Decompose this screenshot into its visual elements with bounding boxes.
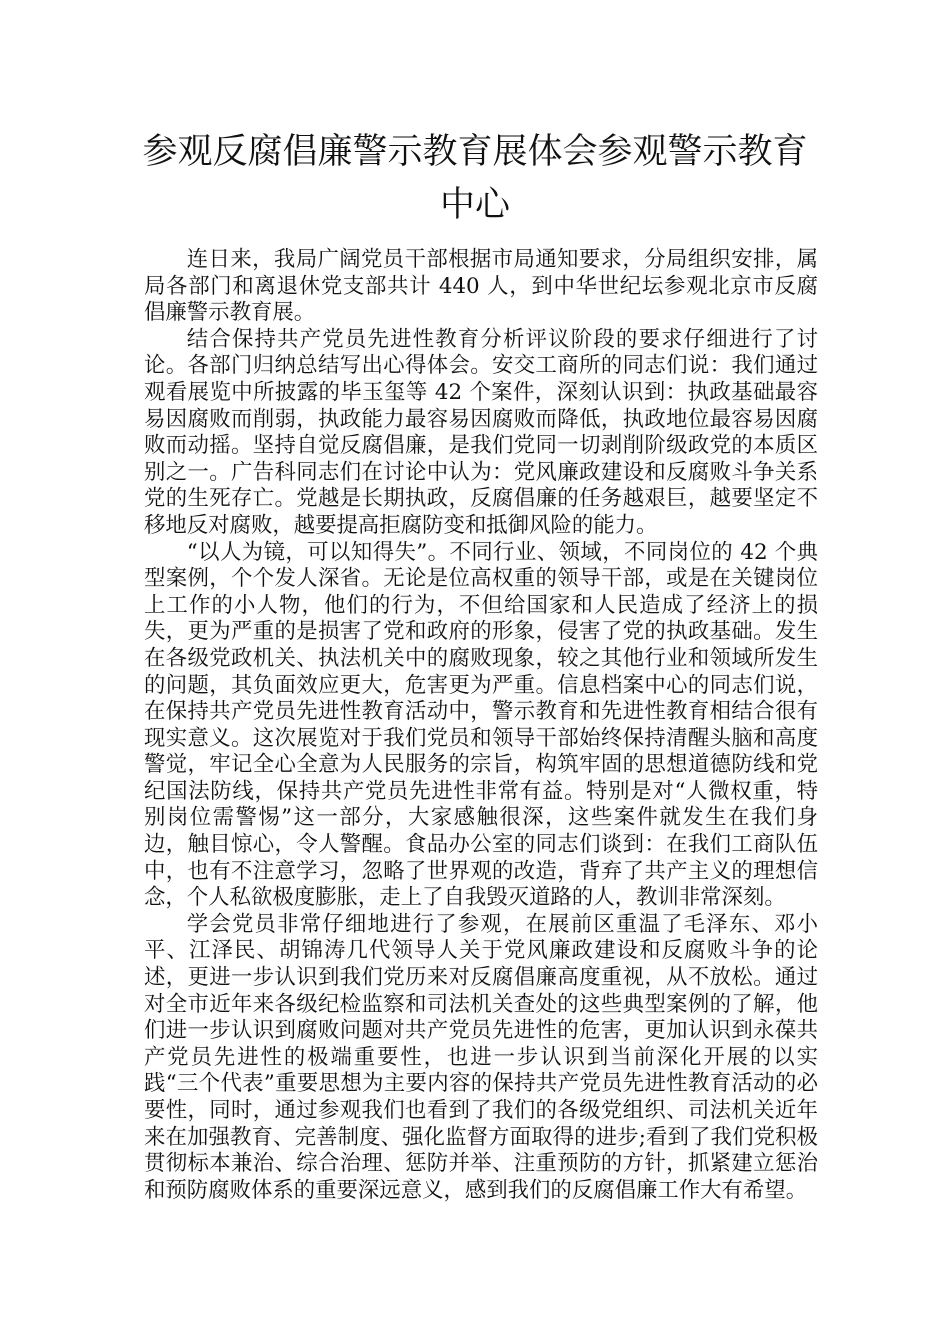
paragraph-4: 学会党员非常仔细地进行了参观，在展前区重温了毛泽东、邓小平、江泽民、胡锦涛几代领导人关于党风廉政建设和反腐败斗争的论述，更进一步认识到我们党历来对反腐倡廉高度重视，从不放松。通过对全市近年来各级纪检监察和司法机关查处的这些典型案例的了解，他们进一步认识到腐败问题对共产党员先进性的危害，更加认识到永葆共产党员先进性的极端重要性，也进一步认识到当前深化开展的以实践“三个代表”重要思想为主要内容的保持共产党员先进性教育活动的必要性，同时，通过参观我们也看到了我们的各级党组织、司法机关近年来在加强教育、完善制度、强化监督方面取得的进步;看到了我们党积极贯彻标本兼治、综合治理、惩防并举、注重预防的方针，抓紧建立惩治和预防腐败体系的重要深远意义，感到我们的反腐倡廉工作大有希望。: [144, 911, 818, 1203]
paragraph-2: 结合保持共产党员先进性教育分析评议阶段的要求仔细进行了讨论。各部门归纳总结写出心得体会。安交工商所的同志们说：我们通过观看展览中所披露的毕玉玺等 42 个案件，深刻认识到：执政基础最容易因腐败而削弱，执政能力最容易因腐败而降低，执政地位最容易因腐败而动摇。坚持自觉反腐倡廉，是我们党同一切剥削阶级政党的本质区别之一。广告科同志们在讨论中认为：党风廉政建设和反腐败斗争关系党的生死存亡。党越是长期执政，反腐倡廉的任务越艰巨，越要坚定不移地反对腐败，越要提高拒腐防变和抵御风险的能力。: [144, 326, 818, 538]
document-body: [144, 247, 818, 1204]
paragraph-3: “以人为镜，可以知得失”。不同行业、领域，不同岗位的 42 个典型案例，个个发人深省。无论是位高权重的领导干部，或是在关键岗位上工作的小人物，他们的行为，不但给国家和人民造成了经济上的损失，更为严重的是损害了党和政府的形象，侵害了党的执政基础。发生在各级党政机关、执法机关中的腐败现象，较之其他行业和领域所发生的问题，其负面效应更大，危害更为严重。信息档案中心的同志们说，在保持共产党员先进性教育活动中，警示教育和先进性教育相结合很有现实意义。这次展览对于我们党员和领导干部始终保持清醒头脑和高度警觉，牢记全心全意为人民服务的宗旨，构筑牢固的思想道德防线和党纪国法防线，保持共产党员先进性非常有益。特别是对“人微权重，特别岗位需警惕”这一部分，大家感触很深，这些案件就发生在我们身边，触目惊心，令人警醒。食品办公室的同志们谈到：在我们工商队伍中，也有不注意学习，忽略了世界观的改造，背弃了共产主义的理想信念，个人私欲极度膨胀，走上了自我毁灭道路的人，教训非常深刻。: [144, 539, 818, 911]
paragraph-1: 连日来，我局广阔党员干部根据市局通知要求，分局组织安排，属局各部门和离退休党支部共计 440 人，到中华世纪坛参观北京市反腐倡廉警示教育展。: [144, 247, 818, 326]
document-title: 参观反腐倡廉警示教育展体会参观警示教育中心: [142, 132, 808, 225]
